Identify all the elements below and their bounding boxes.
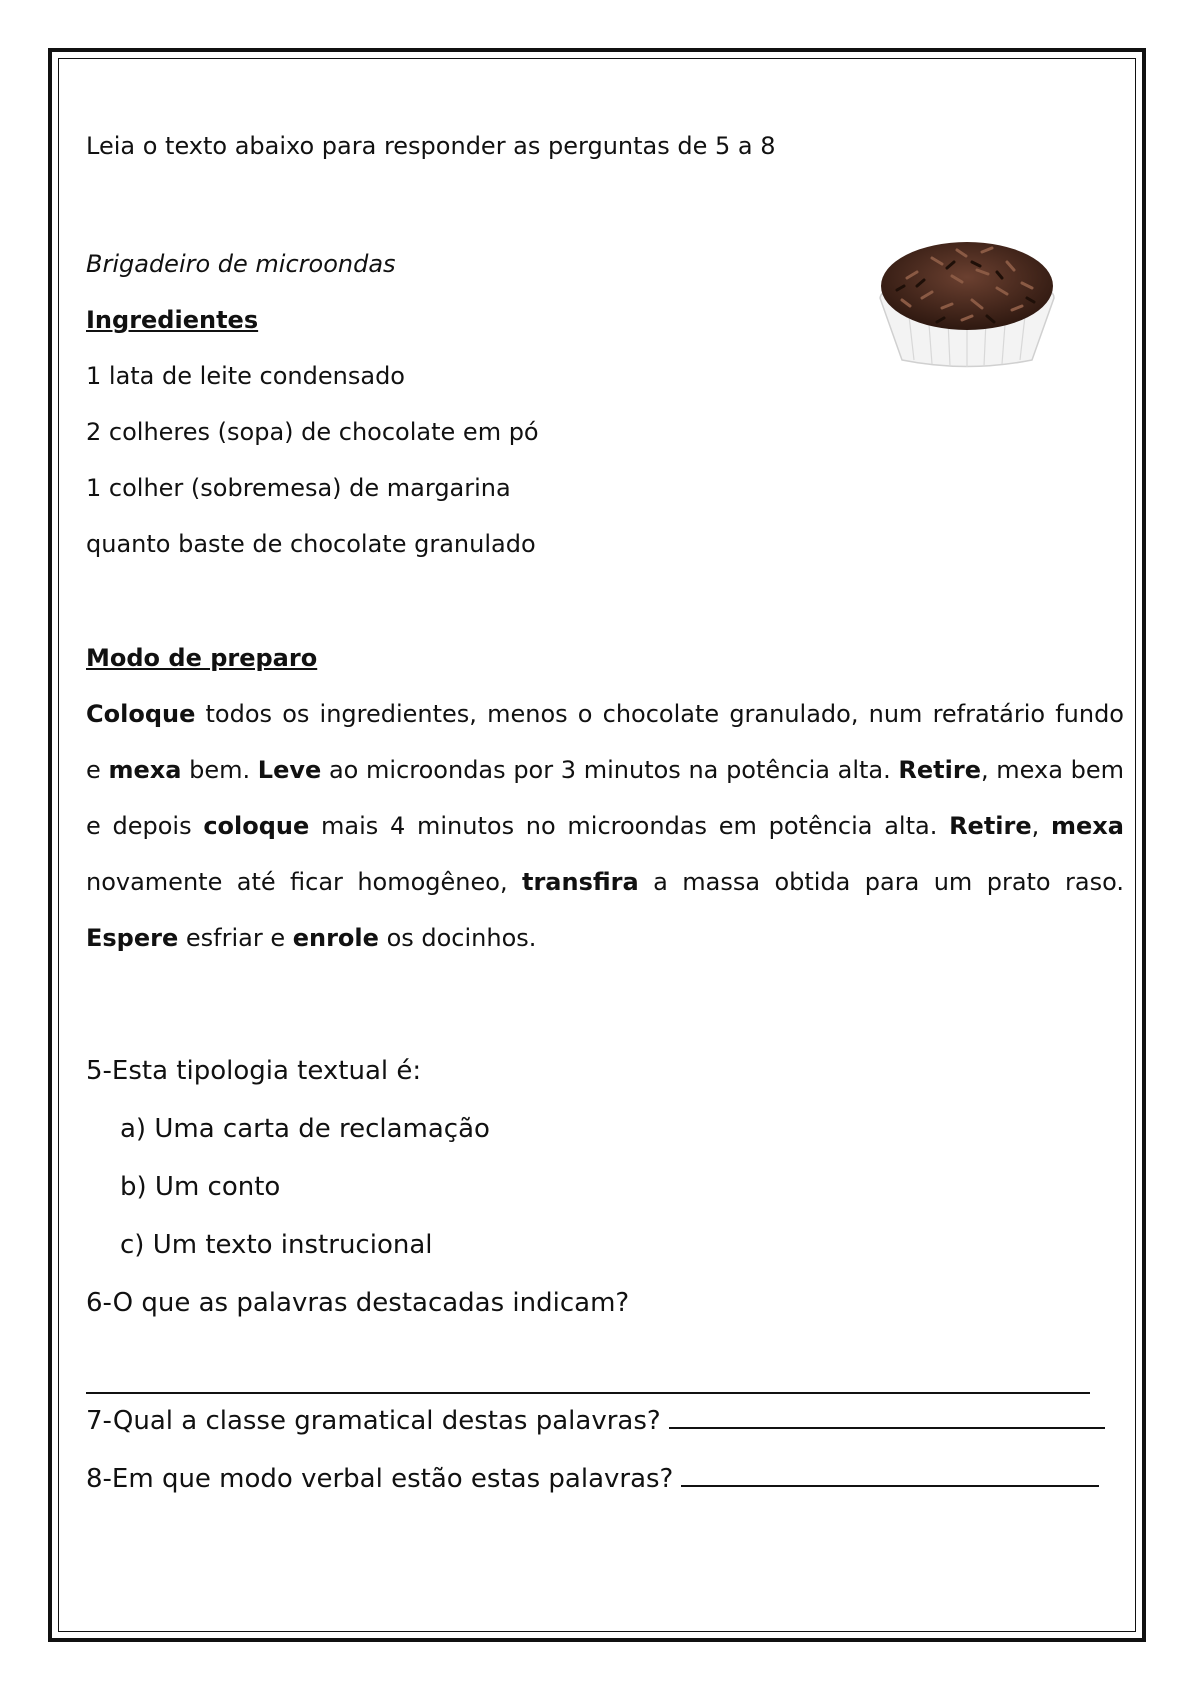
- highlighted-verb: Retire: [949, 812, 1032, 840]
- method-line: [86, 866, 1124, 898]
- method-text: ,: [1031, 812, 1052, 840]
- highlighted-verb: mexa: [108, 756, 182, 784]
- ingredients-heading: Ingredientes: [86, 306, 259, 334]
- method-text: bem.: [181, 756, 258, 784]
- question-5: 5-Esta tipologia textual é:: [86, 1056, 422, 1086]
- option-c: c) Um texto instrucional: [120, 1230, 433, 1260]
- intro-text: Leia o texto abaixo para responder as perguntas de 5 a 8: [86, 132, 776, 160]
- question-6: 6-O que as palavras destacadas indicam?: [86, 1288, 630, 1318]
- method-heading: Modo de preparo: [86, 644, 318, 672]
- method-text: esfriar e: [178, 924, 293, 952]
- answer-line-7[interactable]: [669, 1427, 1105, 1429]
- highlighted-verb: coloque: [203, 812, 310, 840]
- question-7-row: [86, 1404, 1105, 1438]
- answer-line-6[interactable]: [86, 1392, 1090, 1394]
- method-text: todos os ingredientes, menos o chocolate granulado, num refratário fundo: [195, 700, 1124, 728]
- recipe-title: Brigadeiro de microondas: [86, 250, 396, 278]
- question-8: 8-Em que modo verbal estão estas palavras?: [86, 1464, 674, 1494]
- question-7: 7-Qual a classe gramatical destas palavras?: [86, 1406, 661, 1436]
- highlighted-verb: Espere: [86, 924, 179, 952]
- method-text: mais 4 minutos no microondas em potência alta.: [309, 812, 950, 840]
- method-line: [86, 754, 1124, 786]
- highlighted-verb: Leve: [257, 756, 322, 784]
- method-text: , mexa bem: [981, 756, 1124, 784]
- method-text: e depois: [86, 812, 204, 840]
- highlighted-verb: Retire: [898, 756, 981, 784]
- method-text: e: [86, 756, 109, 784]
- brigadeiro-drawing: [862, 228, 1072, 378]
- ingredient-item: 1 lata de leite condensado: [86, 362, 405, 390]
- question-8-row: [86, 1462, 1099, 1496]
- method-text: os docinhos.: [378, 924, 537, 952]
- method-text: novamente até ficar homogêneo,: [86, 868, 522, 896]
- highlighted-verb: mexa: [1051, 812, 1124, 840]
- brigadeiro-image: [862, 228, 1072, 378]
- ingredient-item: 2 colheres (sopa) de chocolate em pó: [86, 418, 539, 446]
- option-b: b) Um conto: [120, 1172, 281, 1202]
- ingredient-item: quanto baste de chocolate granulado: [86, 530, 536, 558]
- option-a: a) Uma carta de reclamação: [120, 1114, 490, 1144]
- method-text: a massa obtida para um prato raso.: [638, 868, 1124, 896]
- method-line: [86, 922, 1124, 954]
- highlighted-verb: transfira: [522, 868, 639, 896]
- method-line: [86, 810, 1124, 842]
- answer-line-8[interactable]: [681, 1485, 1099, 1487]
- ingredient-item: 1 colher (sobremesa) de margarina: [86, 474, 511, 502]
- highlighted-verb: enrole: [292, 924, 379, 952]
- method-text: ao microondas por 3 minutos na potência alta.: [321, 756, 899, 784]
- highlighted-verb: Coloque: [86, 700, 196, 728]
- method-line: [86, 698, 1124, 730]
